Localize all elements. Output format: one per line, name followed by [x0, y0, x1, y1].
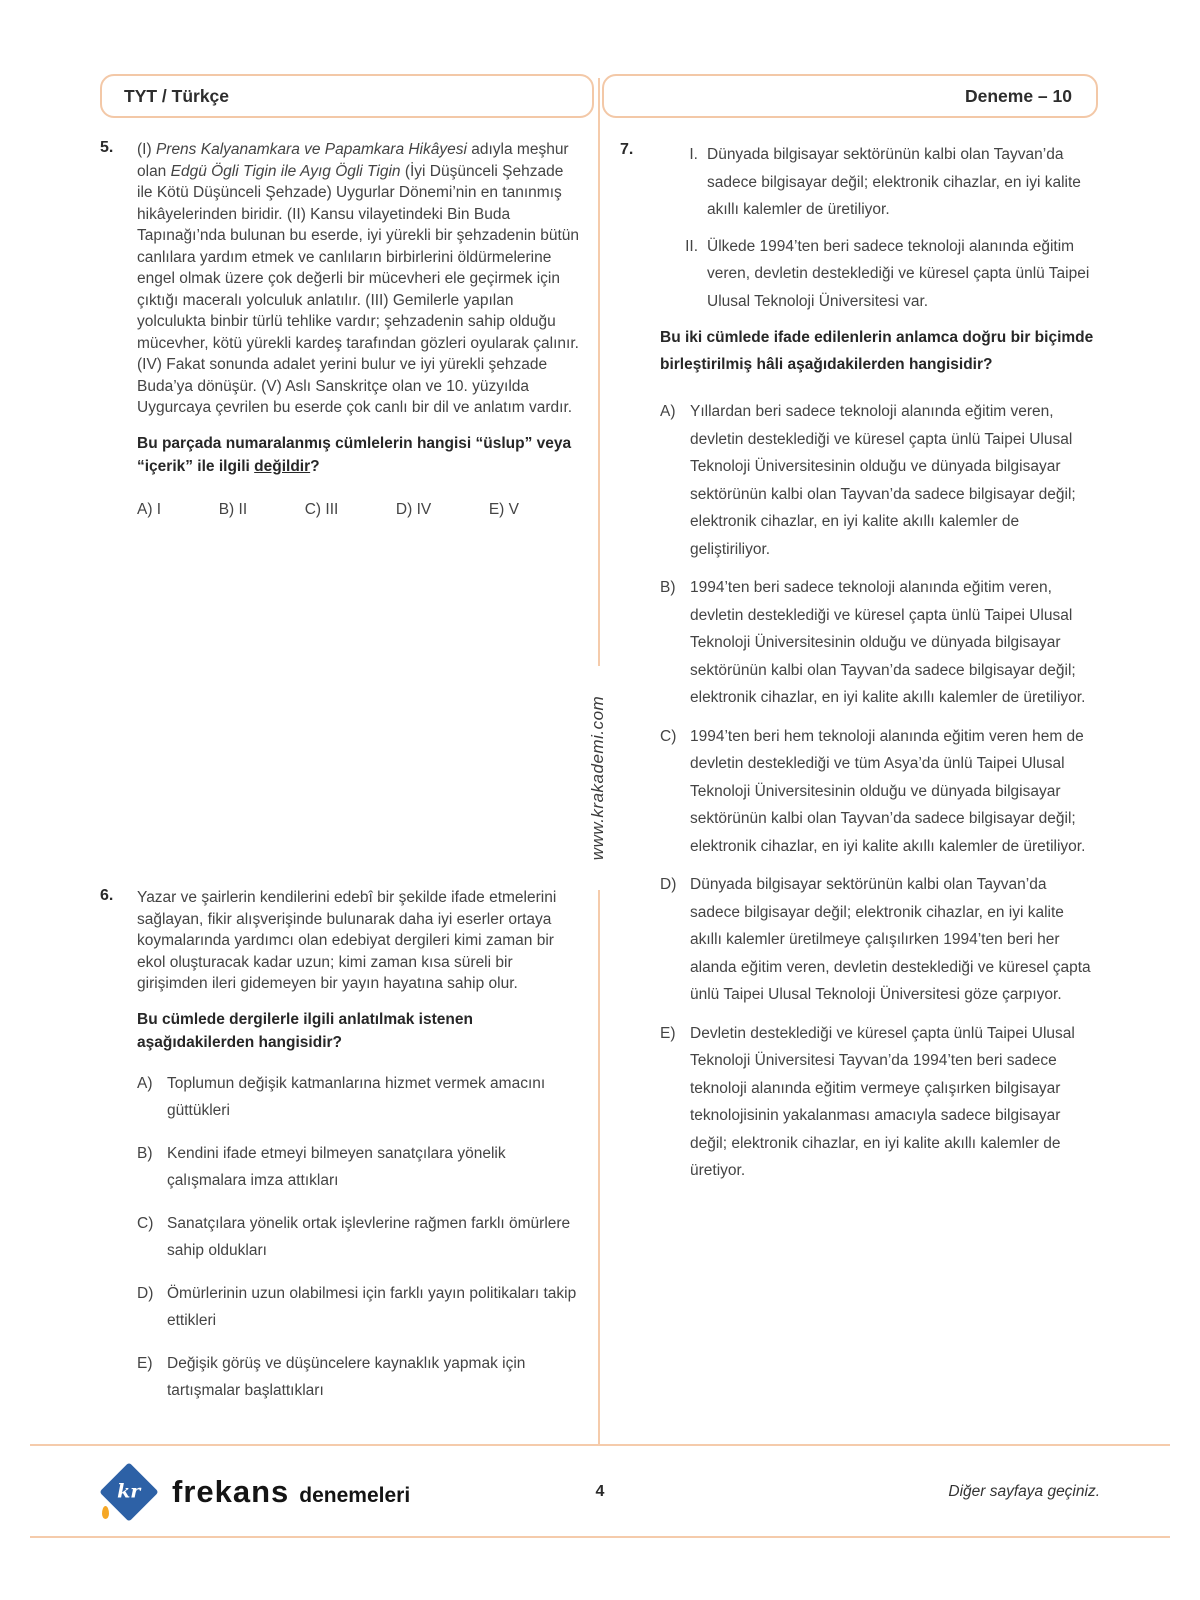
option-c-text: Sanatçılara yönelik ortak işlevlerine rağmen farklı ömürlere sahip oldukları — [167, 1214, 571, 1259]
option-d-letter: D) — [660, 876, 677, 893]
option-a — [660, 398, 1100, 563]
question-5 — [100, 139, 582, 519]
option-c — [660, 723, 1100, 861]
option-e-letter: E) — [660, 1024, 676, 1042]
option-b: B) II — [218, 500, 248, 518]
option-c-letter: C) — [137, 1214, 154, 1232]
option-a-text: Toplumun değişik katmanlarına hizmet vermek amacını güttükleri — [167, 1074, 546, 1119]
footer-rule-top — [30, 1444, 1170, 1446]
brand-name: frekans — [172, 1474, 290, 1509]
column-divider-upper — [598, 78, 600, 666]
publisher-logo — [100, 1471, 410, 1513]
column-divider-lower — [598, 890, 600, 1444]
statement-2-text: Ülkede 1994’ten beri sadece teknoloji alanında eğitim veren, devletin desteklediği ve küresel çapta ünlü Taipei Ulusal Teknoloji Üniversitesi var. — [707, 237, 1090, 310]
header-course-label: TYT / Türkçe — [124, 85, 230, 106]
statement-2 — [672, 233, 1100, 316]
header-exam-label: Deneme – 10 — [964, 85, 1072, 106]
left-column — [100, 139, 582, 1399]
question-5-body — [137, 139, 582, 519]
footer-rule-bottom — [30, 1536, 1170, 1538]
option-d-letter: D) — [137, 1284, 154, 1302]
option-b — [137, 1140, 582, 1195]
question-7-stem: Bu iki cümlede ifade edilenlerin anlamca doğru bir biçimde birleştirilmiş hâli aşağıdakilerden hangisidir? — [660, 329, 1094, 373]
option-e: E) V — [488, 500, 519, 518]
logo-drop-icon — [102, 1506, 109, 1519]
option-b-letter: B) — [137, 1144, 153, 1162]
question-6-options — [137, 1070, 582, 1405]
option-a: A) I — [137, 500, 162, 518]
option-e — [660, 1020, 1100, 1185]
question-7-options — [660, 398, 1100, 1185]
brand-wordmark — [172, 1474, 410, 1510]
statement-1-numeral: I. — [689, 146, 698, 163]
option-d: D) IV — [395, 500, 432, 518]
statement-2-numeral: II. — [685, 237, 698, 255]
question-7-items — [672, 141, 1100, 315]
option-d — [137, 1280, 582, 1335]
option-b — [660, 574, 1100, 712]
statement-1-text: Dünyada bilgisayar sektörünün kalbi olan Tayvan’da sadece bilgisayar değil; elektronik cihazlar, en iyi kalite akıllı kalemler de üretiliyor. — [707, 146, 1081, 218]
option-d-text: Dünyada bilgisayar sektörünün kalbi olan Tayvan’da sadece bilgisayar değil; elektronik cihazlar, en iyi kalite akıllı kalemler üretilmeye çalışılırken 1994’ten beri her alanda eğitim veren, devletin desteklediği ve küresel çapta ünlü Taipei Ulusal Teknoloji Üniversitesi göze çarpıyor. — [690, 876, 1091, 1003]
watermark-url: www.krakademi.com — [588, 695, 607, 861]
option-a-letter: A) — [137, 1074, 153, 1092]
question-5-options — [137, 501, 519, 519]
statement-1 — [672, 141, 1100, 224]
header-exam-box — [602, 74, 1098, 118]
brand-suffix: denemeleri — [299, 1484, 411, 1507]
question-5-number: 5. — [100, 139, 114, 156]
option-e — [137, 1350, 582, 1405]
option-e-text: Devletin desteklediği ve küresel çapta ünlü Taipei Ulusal Teknoloji Üniversitesi Tayvan’da 1994’ten beri sadece teknoloji alanında eğitim vermeye çalışırken bilgisayar teknolojisinin yakalanması amacıyla sadece bilgisayar değil; elektronik cihazlar, en iyi kalite akıllı kalemler de üretiyor. — [690, 1024, 1075, 1179]
next-page-instruction: Diğer sayfaya geçiniz. — [948, 1483, 1100, 1500]
question-5-passage: (I) Prens Kalyanamkara ve Papamkara Hikâyesi adıyla meşhur olan Edgü Ögli Tigin ile Ayıg Ögli Tigin (İyi Düşünceli Şehzade ile Kötü Düşünceli Şehzade) Uygurlar Dönemi’nin en tanınmış hikâyelerinden biridir. (II) Kansu vilayetindeki Bin Buda Tapınağı’nda bulunan bu eserde, iyi yürekli bir şehzadenin bütün canlılara yardım etmek ve canlıların birbirlerini öldürmelerine engel olmak üzere çok değerli bir mücevheri ele geçirmek için çıktığı maceralı yolculuk anlatılır. (III) Gemilerle yapılan yolculukta binbir türlü tehlike vardır; şehzadenin sahip olduğu mücevher, kötü yürekli kardeş tarafından gözleri oyularak çalınır. (IV) Fakat sonunda adalet yerini bulur ve iyi yürekli şehzade Buda’ya dönüşür. (V) Aslı Sanskritçe olan ve 10. yüzyılda Uygurcaya çevrilen bu eserde çok canlı bir dil ve anlatım vardır. — [137, 141, 580, 416]
option-b-text: 1994’ten beri sadece teknoloji alanında eğitim veren, devletin desteklediği ve küresel çapta ünlü Taipei Ulusal Teknoloji Üniversitesinin olduğu ve dünyada bilgisayar sektörünün kalbi olan Tayvan’da sadece bilgisayar değil; elektronik cihazlar, en iyi kalite akıllı kalemler de üretiliyor. — [690, 579, 1086, 706]
page-number: 4 — [595, 1483, 605, 1500]
option-e-letter: E) — [137, 1354, 153, 1372]
question-7-number: 7. — [620, 141, 634, 158]
option-c — [137, 1210, 582, 1265]
option-b-text: Kendini ifade etmeyi bilmeyen sanatçılara yönelik çalışmalara imza attıkları — [167, 1144, 506, 1189]
question-6-stem: Bu cümlede dergilerle ilgili anlatılmak istenen aşağıdakilerden hangisidir? — [137, 1010, 473, 1051]
footer — [100, 1452, 1100, 1532]
option-c-text: 1994’ten beri hem teknoloji alanında eğitim veren hem de devletin desteklediği ve tüm Asya’da ünlü Taipei Ulusal Teknoloji Üniversitesinin olduğu ve dünyada bilgisayar sektörünün kalbi olan Tayvan’da sadece bilgisayar değil; elektronik cihazlar, en iyi kalite akıllı kalemler de üretiliyor. — [690, 727, 1086, 855]
header-course-box — [100, 74, 594, 118]
option-e-text: Değişik görüş ve düşüncelere kaynaklık yapmak için tartışmalar başlattıkları — [167, 1354, 526, 1399]
question-6 — [100, 887, 582, 1420]
option-d — [660, 871, 1100, 1009]
option-a — [137, 1070, 582, 1125]
option-a-letter: A) — [660, 403, 676, 420]
question-7 — [620, 141, 1100, 1185]
question-5-stem: Bu parçada numaralanmış cümlelerin hangisi “üslup” veya “içerik” ile ilgili değildir? — [137, 434, 572, 475]
option-c: C) III — [304, 500, 339, 518]
question-6-passage: Yazar ve şairlerin kendilerini edebî bir şekilde ifade etmelerini sağlayan, fikir alışverişinde bulunarak daha iyi eserler ortaya koymalarında yardımcı olan edebiyat dergileri kimi zaman bir ekol oluşturacak kadar uzun; kimi zaman kısa süreli bir girişimden ileri gidemeyen bir yayın hayatına sahip olur. — [137, 889, 557, 992]
option-a-text: Yıllardan beri sadece teknoloji alanında eğitim veren, devletin desteklediği ve küresel çapta ünlü Taipei Ulusal Teknoloji Üniversitesinin olduğu ve dünyada bilgisayar sektörünün kalbi olan Tayvan’da sadece bilgisayar değil; elektronik cihazlar, en iyi kalite akıllı kalemler de geliştiriliyor. — [690, 403, 1076, 558]
option-b-letter: B) — [660, 579, 676, 596]
right-column — [620, 141, 1100, 1196]
option-c-letter: C) — [660, 727, 677, 745]
kr-monogram: kr — [117, 1481, 141, 1503]
option-d-text: Ömürlerinin uzun olabilmesi için farklı yayın politikaları takip ettikleri — [167, 1284, 577, 1329]
question-6-number: 6. — [100, 887, 114, 904]
question-6-body — [137, 887, 582, 1405]
